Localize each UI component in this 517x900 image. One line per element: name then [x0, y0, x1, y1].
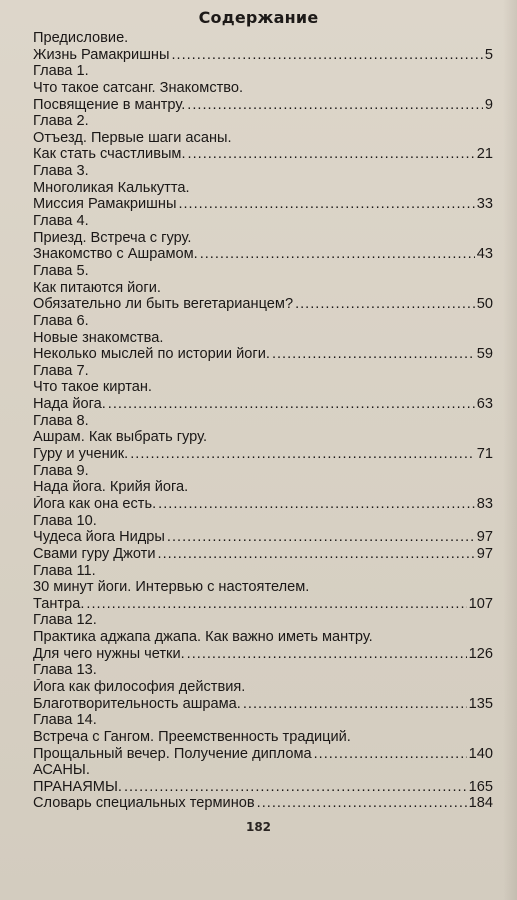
toc-entry [33, 679, 493, 696]
toc-leader-dots [257, 795, 467, 812]
toc-entry [33, 479, 493, 496]
toc-entry [33, 396, 493, 413]
toc-entry-title: Глава 2. [33, 113, 89, 130]
toc-entry-page: 184 [468, 795, 493, 812]
toc-entry-title: Глава 4. [33, 213, 89, 230]
toc-entry [33, 696, 493, 713]
toc-entry [33, 429, 493, 446]
toc-entry-title: Глава 14. [33, 712, 97, 729]
toc-entry [33, 629, 493, 646]
toc-entry-title: Новые знакомства. [33, 329, 164, 346]
page-title: Содержание [198, 8, 319, 27]
toc-entry [33, 563, 493, 580]
toc-entry [33, 579, 493, 596]
toc-entry-title: Глава 9. [33, 462, 89, 479]
toc-entry [33, 246, 493, 263]
toc-entry-page: 63 [476, 396, 493, 413]
toc-leader-dots [158, 496, 475, 513]
page-number: 182 [245, 820, 272, 834]
toc-entry-page: 140 [468, 745, 493, 762]
toc-entry-title: Благотворительность ашрама. [33, 695, 241, 712]
toc-entry-page: 135 [468, 695, 493, 712]
toc-entry-title: Что такое киртан. [33, 379, 152, 396]
toc-entry-title: Как стать счастливым. [33, 146, 186, 163]
toc-entry-title: Глава 10. [33, 512, 97, 529]
toc-leader-dots [124, 779, 467, 796]
toc-entry [33, 263, 493, 280]
toc-entry-title: Нада йога. Крийя йога. [33, 479, 189, 496]
toc-entry-title: Практика аджапа джапа. Как важно иметь мантру. [33, 629, 373, 646]
toc-entry-page: 97 [476, 529, 493, 546]
toc-entry-page: 107 [468, 595, 493, 612]
toc-entry-title: Приезд. Встреча с гуру. [33, 229, 192, 246]
toc-entry-page: 165 [468, 778, 493, 795]
toc-entry-title: Что такое сатсанг. Знакомство. [33, 79, 244, 96]
toc-leader-dots [272, 346, 475, 363]
toc-entry-title: АСАНЫ. [33, 762, 90, 779]
toc-entry [33, 463, 493, 480]
toc-entry-title: Глава 6. [33, 312, 89, 329]
toc-entry-title: Предисловие. [33, 30, 129, 46]
toc-entry [33, 529, 493, 546]
toc-leader-dots [130, 446, 475, 463]
toc-entry-title: Жизнь Рамакришны [33, 46, 170, 63]
toc-entry-page: 43 [476, 246, 493, 263]
toc-entry [33, 513, 493, 530]
toc-entry-title: Словарь специальных терминов [33, 795, 255, 812]
toc-entry [33, 163, 493, 180]
toc-entry [33, 363, 493, 380]
toc-entry [33, 612, 493, 629]
toc-entry-title: Прощальный вечер. Получение диплома [33, 745, 312, 762]
toc-entry [33, 379, 493, 396]
toc-entry-title: Тантра. [33, 595, 85, 612]
toc-entry-page: 126 [468, 645, 493, 662]
toc-leader-dots [295, 296, 475, 313]
toc-entry [33, 762, 493, 779]
toc-entry-title: Многоликая Калькутта. [33, 179, 190, 196]
toc-entry [33, 196, 493, 213]
toc-entry-page: 9 [484, 96, 493, 113]
toc-entry-title: Миссия Рамакришны [33, 196, 177, 213]
toc-entry-page: 59 [476, 346, 493, 363]
toc-entry [33, 729, 493, 746]
toc-entry [33, 213, 493, 230]
toc-entry [33, 413, 493, 430]
toc-entry-title: Знакомство с Ашрамом. [33, 246, 198, 263]
toc-entry-title: Отъезд. Первые шаги асаны. [33, 129, 232, 146]
toc-entry-title: Глава 8. [33, 412, 89, 429]
toc-entry-title: Ашрам. Как выбрать гуру. [33, 429, 208, 446]
toc-entry-title: Встреча с Гангом. Преемственность традиций. [33, 728, 351, 745]
toc-entry [33, 146, 493, 163]
toc-leader-dots [200, 246, 475, 263]
toc-entry-page: 33 [476, 196, 493, 213]
toc-entry-title: Глава 11. [33, 562, 96, 579]
toc-entry-title: Йога как она есть. [33, 495, 157, 512]
toc-entry [33, 113, 493, 130]
toc-entry [33, 130, 493, 147]
toc-leader-dots [86, 596, 466, 613]
toc-entry [33, 662, 493, 679]
toc-entry [33, 596, 493, 613]
toc-entry [33, 646, 493, 663]
toc-entry [33, 446, 493, 463]
toc-entry [33, 296, 493, 313]
toc-leader-dots [167, 529, 475, 546]
toc-leader-dots [108, 396, 475, 413]
toc-entry [33, 346, 493, 363]
toc-entry [33, 546, 493, 563]
toc-entry [33, 230, 493, 247]
page-edge-shadow [503, 0, 517, 900]
toc-entry-title: Для чего нужны четки. [33, 645, 185, 662]
toc-entry [33, 280, 493, 297]
toc-entry [33, 795, 493, 812]
toc-leader-dots [187, 646, 467, 663]
toc-entry [33, 779, 493, 796]
toc-entry-page: 21 [476, 146, 493, 163]
toc-entry-title: Как питаются йоги. [33, 279, 161, 296]
toc-leader-dots [178, 196, 474, 213]
toc-entry [33, 97, 493, 114]
toc-entry-title: Глава 7. [33, 362, 89, 379]
toc-entry-page: 5 [484, 46, 493, 63]
toc-entry-title: Посвящение в мантру. [33, 96, 186, 113]
toc-entry [33, 63, 493, 80]
toc-leader-dots [158, 546, 475, 563]
toc-entry-title: Нада йога. [33, 396, 106, 413]
toc-leader-dots [187, 97, 483, 114]
toc-leader-dots [243, 696, 467, 713]
toc-entry-page: 83 [476, 495, 493, 512]
toc-entry-title: Гуру и ученик. [33, 446, 129, 463]
toc-entry-title: Глава 1. [33, 63, 89, 80]
toc-entry [33, 30, 493, 47]
toc-entry-title: Глава 12. [33, 612, 97, 629]
toc-entry-page: 71 [476, 446, 493, 463]
toc-entry-title: Неколько мыслей по истории йоги. [33, 346, 270, 363]
toc-entry-title: Глава 5. [33, 262, 89, 279]
toc-entry [33, 313, 493, 330]
toc-entry-title: ПРАНАЯМЫ. [33, 778, 122, 795]
toc-entry-title: 30 минут йоги. Интервью с настоятелем. [33, 579, 310, 596]
toc-entry [33, 330, 493, 347]
toc-entry-title: Глава 3. [33, 163, 89, 180]
toc-entry [33, 746, 493, 763]
toc-entry [33, 712, 493, 729]
toc-entry-title: Чудеса йога Нидры [33, 529, 165, 546]
toc-entry-title: Обязательно ли быть вегетарианцем? [33, 296, 294, 313]
table-of-contents [33, 30, 493, 812]
toc-leader-dots [314, 746, 467, 763]
toc-entry-page: 50 [476, 296, 493, 313]
toc-entry-title: Свами гуру Джоти [33, 545, 156, 562]
toc-entry [33, 496, 493, 513]
toc-entry-title: Глава 13. [33, 662, 97, 679]
toc-entry [33, 47, 493, 64]
toc-entry-page: 97 [476, 545, 493, 562]
toc-entry [33, 180, 493, 197]
toc-leader-dots [171, 47, 482, 64]
toc-leader-dots [188, 146, 475, 163]
toc-entry-title: Йога как философия действия. [33, 678, 246, 695]
toc-entry [33, 80, 493, 97]
